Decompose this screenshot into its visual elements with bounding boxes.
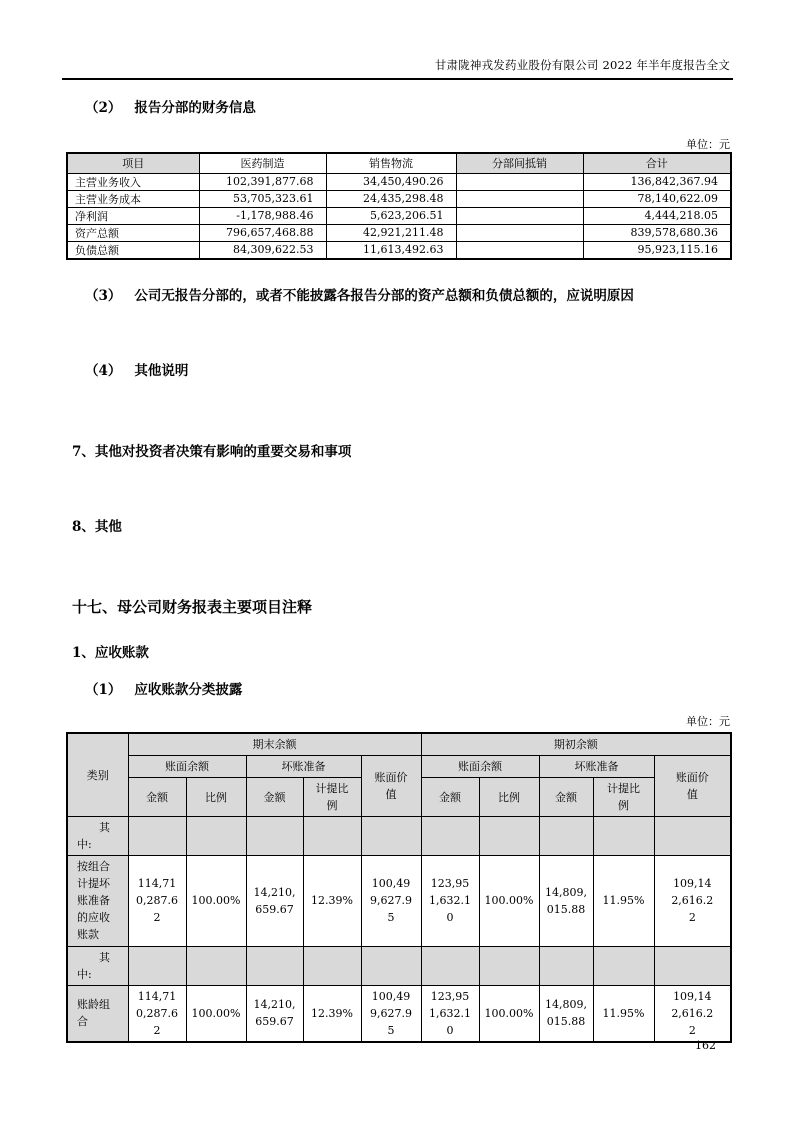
section-heading-17-1: 1、应收账款 (72, 645, 149, 661)
table-row (67, 173, 731, 190)
table-row (67, 190, 731, 207)
row-label-cell: 负债总额 (67, 241, 199, 259)
header-rule (62, 78, 733, 80)
table-row-aging-portfolio (67, 985, 731, 1042)
ratio-cell: 12.39% (303, 985, 361, 1042)
row-label-cell: 主营业务收入 (67, 173, 199, 190)
col-header-item: 项目 (67, 153, 199, 173)
section-title: 其他说明 (134, 363, 189, 379)
empty-cell (539, 946, 593, 985)
amount-cell: 14,210,659.67 (246, 985, 303, 1042)
amount-cell: 24,435,298.48 (326, 190, 456, 207)
ratio-cell: 100.00% (186, 856, 246, 946)
col-header-bad-debt: 坏账准备 (539, 756, 654, 778)
section-title: 应收账款分类披露 (134, 682, 243, 698)
empty-cell (654, 817, 731, 856)
amount-cell (456, 190, 583, 207)
empty-cell (479, 817, 539, 856)
col-header-book-value: 账面价值 (361, 756, 421, 817)
col-header-amount: 金额 (246, 778, 303, 817)
section-heading-17: 十七、母公司财务报表主要项目注释 (72, 598, 313, 616)
amount-cell: 53,705,323.61 (199, 190, 326, 207)
empty-cell (303, 817, 361, 856)
empty-cell (479, 946, 539, 985)
row-label-cell: 按组合计提坏账准备的应收账款 (67, 856, 128, 946)
amount-cell: 14,809,015.88 (539, 856, 593, 946)
col-header-pharma: 医药制造 (199, 153, 326, 173)
receivables-header-row-1 (67, 733, 731, 756)
col-header-bad-debt: 坏账准备 (246, 756, 361, 778)
table-row (67, 224, 731, 241)
table-row (67, 207, 731, 224)
ratio-cell: 100.00% (479, 985, 539, 1042)
amount-cell: 839,578,680.36 (583, 224, 731, 241)
empty-cell (654, 946, 731, 985)
row-label-cell: 主营业务成本 (67, 190, 199, 207)
amount-cell: 114,710,287.62 (128, 985, 186, 1042)
ratio-cell: 11.95% (593, 856, 654, 946)
amount-cell (456, 207, 583, 224)
receivables-table (66, 732, 732, 1043)
col-header-amount: 金额 (128, 778, 186, 817)
ratio-cell: 100.00% (479, 856, 539, 946)
amount-cell: 114,710,287.62 (128, 856, 186, 946)
amount-cell: 100,499,627.95 (361, 985, 421, 1042)
empty-cell (128, 946, 186, 985)
amount-cell (456, 241, 583, 259)
unit-label: 单位：元 (686, 715, 730, 728)
amount-cell: 34,450,490.26 (326, 173, 456, 190)
row-label-cell: 净利润 (67, 207, 199, 224)
amount-cell: 4,444,218.05 (583, 207, 731, 224)
section-number: （3） (85, 288, 122, 304)
amount-cell: 109,142,616.22 (654, 856, 731, 946)
empty-cell (361, 817, 421, 856)
amount-cell: 136,842,367.94 (583, 173, 731, 190)
page-header-title: 甘肃陇神戎发药业股份有限公司 2022 年半年度报告全文 (434, 58, 730, 72)
amount-cell (456, 224, 583, 241)
col-header-elimination: 分部间抵销 (456, 153, 583, 173)
col-header-provision-ratio: 计提比例 (303, 778, 361, 817)
section-number: （1） (85, 682, 122, 698)
table-row (67, 241, 731, 259)
segment-table-header-row (67, 153, 731, 173)
segment-table (66, 152, 732, 260)
empty-cell (593, 817, 654, 856)
col-header-logistics: 销售物流 (326, 153, 456, 173)
empty-cell (246, 946, 303, 985)
row-label-cell: 其中: (67, 817, 128, 856)
col-header-book-balance: 账面余额 (421, 756, 539, 778)
section-heading-3 (85, 284, 634, 304)
amount-cell: 109,142,616.22 (654, 985, 731, 1042)
amount-cell (456, 173, 583, 190)
empty-cell (421, 817, 479, 856)
page-number: 162 (695, 1039, 716, 1052)
row-label-cell: 资产总额 (67, 224, 199, 241)
amount-cell: 5,623,206.51 (326, 207, 456, 224)
ratio-cell: 12.39% (303, 856, 361, 946)
section-heading-17-1-1 (85, 678, 242, 698)
empty-cell (593, 946, 654, 985)
amount-cell: 14,210,659.67 (246, 856, 303, 946)
col-header-ratio: 比例 (479, 778, 539, 817)
empty-cell (246, 817, 303, 856)
col-header-category: 类别 (67, 733, 128, 817)
amount-cell: 95,923,115.16 (583, 241, 731, 259)
section-number: （4） (85, 363, 122, 379)
ratio-cell: 11.95% (593, 985, 654, 1042)
amount-cell: 100,499,627.95 (361, 856, 421, 946)
col-header-total: 合计 (583, 153, 731, 173)
empty-cell (421, 946, 479, 985)
amount-cell: 78,140,622.09 (583, 190, 731, 207)
empty-cell (186, 817, 246, 856)
amount-cell: 123,951,632.10 (421, 985, 479, 1042)
empty-cell (128, 817, 186, 856)
table-row-portfolio-provision (67, 856, 731, 946)
amount-cell: 14,809,015.88 (539, 985, 593, 1042)
section-heading-7: 7、其他对投资者决策有影响的重要交易和事项 (72, 444, 352, 460)
amount-cell: 796,657,468.88 (199, 224, 326, 241)
receivables-header-row-2 (67, 756, 731, 778)
amount-cell: 42,921,211.48 (326, 224, 456, 241)
col-header-period-end: 期末余额 (128, 733, 421, 756)
amount-cell: -1,178,988.46 (199, 207, 326, 224)
section-title: 公司无报告分部的，或者不能披露各报告分部的资产总额和负债总额的，应说明原因 (134, 288, 634, 304)
amount-cell: 11,613,492.63 (326, 241, 456, 259)
unit-label: 单位：元 (686, 138, 730, 151)
col-header-ratio: 比例 (186, 778, 246, 817)
empty-cell (186, 946, 246, 985)
section-heading-4 (85, 359, 188, 379)
col-header-book-value: 账面价值 (654, 756, 731, 817)
row-label-cell: 账龄组合 (67, 985, 128, 1042)
ratio-cell: 100.00% (186, 985, 246, 1042)
section-number: （2） (85, 100, 122, 116)
table-row-among-which (67, 946, 731, 985)
amount-cell: 84,309,622.53 (199, 241, 326, 259)
col-header-period-begin: 期初余额 (421, 733, 731, 756)
section-heading-8: 8、其他 (72, 519, 122, 535)
section-title: 报告分部的财务信息 (134, 100, 256, 116)
amount-cell: 123,951,632.10 (421, 856, 479, 946)
table-row-among-which (67, 817, 731, 856)
empty-cell (539, 817, 593, 856)
empty-cell (361, 946, 421, 985)
empty-cell (303, 946, 361, 985)
col-header-book-balance: 账面余额 (128, 756, 246, 778)
col-header-amount: 金额 (539, 778, 593, 817)
row-label-cell: 其中: (67, 946, 128, 985)
col-header-amount: 金额 (421, 778, 479, 817)
amount-cell: 102,391,877.68 (199, 173, 326, 190)
col-header-provision-ratio: 计提比例 (593, 778, 654, 817)
section-heading-2 (85, 96, 256, 116)
